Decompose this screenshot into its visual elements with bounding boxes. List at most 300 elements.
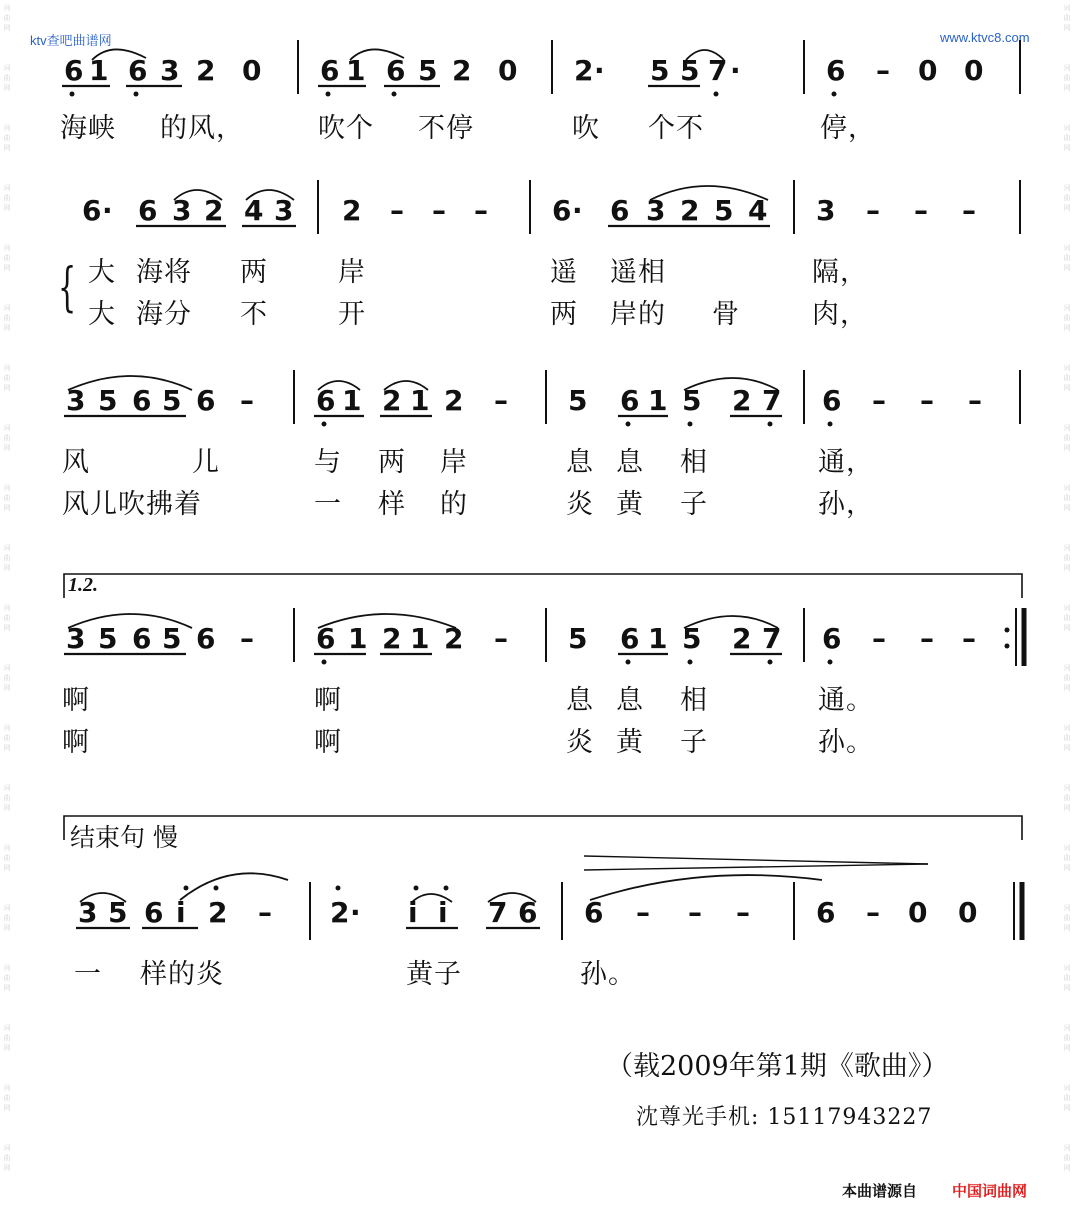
watermark-char: 网 bbox=[3, 204, 11, 212]
svg-text:5: 5 bbox=[162, 622, 182, 655]
watermark-char: 词 bbox=[1063, 544, 1071, 552]
watermark-char: 词 bbox=[3, 364, 11, 372]
watermark-char: 词 bbox=[3, 784, 11, 792]
watermark-char: 曲 bbox=[3, 794, 11, 802]
watermark-char: 词 bbox=[3, 244, 11, 252]
lyric-row-2b-w7: 骨 bbox=[712, 299, 740, 330]
svg-text:6: 6 bbox=[822, 622, 842, 655]
svg-text:·: · bbox=[350, 896, 361, 929]
watermark-char: 曲 bbox=[1063, 854, 1071, 862]
lyric-row-4a-w2: 啊 bbox=[314, 685, 342, 716]
svg-text:2: 2 bbox=[444, 384, 464, 417]
watermark-char: 词 bbox=[1063, 124, 1071, 132]
lyric-row-2a-w6: 遥相 bbox=[610, 257, 666, 288]
watermark-char: 曲 bbox=[3, 134, 11, 142]
svg-text:–: – bbox=[914, 194, 928, 227]
svg-text:2: 2 bbox=[382, 384, 402, 417]
watermark-char: 网 bbox=[1063, 1044, 1071, 1052]
svg-text:5: 5 bbox=[162, 384, 182, 417]
row-5-upper-dots bbox=[184, 886, 449, 891]
watermark-char: 网 bbox=[1063, 144, 1071, 152]
svg-text:6: 6 bbox=[816, 896, 836, 929]
svg-text:i: i bbox=[438, 896, 448, 929]
watermark-char: 曲 bbox=[1063, 1094, 1071, 1102]
lyric-row-3a-w4: 两 bbox=[378, 447, 406, 478]
watermark-char: 网 bbox=[3, 444, 11, 452]
ending-label: 结束句 慢 bbox=[70, 823, 178, 852]
watermark-char: 网 bbox=[3, 24, 11, 32]
watermark-char: 词 bbox=[1063, 664, 1071, 672]
watermark-char: 曲 bbox=[3, 14, 11, 22]
svg-text:2: 2 bbox=[208, 896, 228, 929]
svg-text:–: – bbox=[432, 194, 446, 227]
lyric-row-5-w1: 一 bbox=[74, 959, 102, 990]
lyric-row-3b-w2: 一 bbox=[314, 489, 342, 520]
watermark-char: 曲 bbox=[1063, 494, 1071, 502]
lyric-row-1-w1: 海峡 bbox=[60, 113, 116, 144]
watermark-char: 网 bbox=[3, 1164, 11, 1172]
lyric-row-3b-w7: 子 bbox=[680, 489, 708, 520]
watermark-char: 词 bbox=[1063, 244, 1071, 252]
watermark-char: 词 bbox=[3, 904, 11, 912]
svg-text:–: – bbox=[636, 896, 650, 929]
watermark-char: 曲 bbox=[1063, 134, 1071, 142]
svg-text:–: – bbox=[494, 384, 508, 417]
watermark-char: 曲 bbox=[1063, 974, 1071, 982]
lyric-row-2a-w5: 遥 bbox=[550, 257, 578, 288]
watermark-char: 曲 bbox=[3, 674, 11, 682]
lyric-row-3a-w1: 风 bbox=[62, 447, 90, 478]
svg-text:5: 5 bbox=[568, 622, 588, 655]
lyric-row-4b-w4: 黄 bbox=[616, 727, 644, 758]
svg-text:4: 4 bbox=[748, 194, 768, 227]
contact-info: 沈尊光手机: 15117943227 bbox=[636, 1105, 933, 1130]
score-row-4 bbox=[66, 622, 976, 655]
lyric-row-4a-w5: 相 bbox=[680, 685, 708, 716]
watermark-char: 曲 bbox=[3, 554, 11, 562]
lyric-row-2b-w4: 开 bbox=[338, 299, 366, 330]
watermark-char: 网 bbox=[3, 744, 11, 752]
watermark-char: 词 bbox=[1063, 364, 1071, 372]
note: 5 bbox=[650, 54, 670, 87]
watermark-char: 词 bbox=[3, 724, 11, 732]
watermark-char: 词 bbox=[3, 64, 11, 72]
svg-text:–: – bbox=[872, 622, 886, 655]
watermark-char: 曲 bbox=[3, 494, 11, 502]
watermark-char: 网 bbox=[1063, 1164, 1071, 1172]
watermark-char: 网 bbox=[1063, 444, 1071, 452]
lyric-row-2a-w7: 隔， bbox=[812, 257, 868, 288]
watermark-char: 曲 bbox=[1063, 14, 1071, 22]
note: 2 bbox=[196, 54, 216, 87]
svg-text:0: 0 bbox=[908, 896, 928, 929]
svg-text:·: · bbox=[572, 194, 583, 227]
watermark-char: 曲 bbox=[1063, 614, 1071, 622]
watermark-char: 词 bbox=[3, 304, 11, 312]
note: 1 bbox=[89, 54, 109, 87]
svg-text:2: 2 bbox=[444, 622, 464, 655]
note: 5 bbox=[418, 54, 438, 87]
svg-text:–: – bbox=[872, 384, 886, 417]
note: · bbox=[594, 54, 605, 87]
lyric-row-4a-w6: 通。 bbox=[818, 685, 874, 716]
note: – bbox=[876, 54, 890, 87]
svg-text:–: – bbox=[866, 194, 880, 227]
lyric-row-3a-w3: 与 bbox=[314, 447, 342, 478]
watermark-char: 曲 bbox=[1063, 194, 1071, 202]
svg-text:–: – bbox=[920, 384, 934, 417]
svg-text:7: 7 bbox=[762, 384, 782, 417]
svg-text:6: 6 bbox=[518, 896, 538, 929]
watermark-char: 网 bbox=[1063, 24, 1071, 32]
svg-text:1: 1 bbox=[410, 384, 430, 417]
svg-text:2: 2 bbox=[342, 194, 362, 227]
svg-text:6: 6 bbox=[316, 622, 336, 655]
watermark-char: 网 bbox=[1063, 504, 1071, 512]
watermark-char: 词 bbox=[1063, 904, 1071, 912]
watermark-char: 词 bbox=[1063, 1144, 1071, 1152]
svg-text:6: 6 bbox=[138, 194, 158, 227]
watermark-char: 网 bbox=[3, 1104, 11, 1112]
watermark-char: 网 bbox=[1063, 264, 1071, 272]
watermark-char: 网 bbox=[3, 624, 11, 632]
svg-text:i: i bbox=[408, 896, 418, 929]
lyric-row-2a-w4: 岸 bbox=[338, 257, 366, 288]
svg-text:4: 4 bbox=[244, 194, 264, 227]
svg-text:6: 6 bbox=[132, 622, 152, 655]
svg-text:6: 6 bbox=[316, 384, 336, 417]
score-row-1 bbox=[64, 54, 983, 87]
svg-text:0: 0 bbox=[958, 896, 978, 929]
svg-text:–: – bbox=[866, 896, 880, 929]
svg-text:6: 6 bbox=[822, 384, 842, 417]
volta-bracket bbox=[64, 574, 1022, 598]
svg-text:3: 3 bbox=[816, 194, 836, 227]
lyric-row-4b-w1: 啊 bbox=[62, 727, 90, 758]
watermark-char: 网 bbox=[3, 804, 11, 812]
svg-text:–: – bbox=[962, 194, 976, 227]
watermark-char: 网 bbox=[3, 684, 11, 692]
lyric-row-2b-w1: 大 bbox=[88, 299, 116, 330]
watermark-char: 词 bbox=[3, 1084, 11, 1092]
watermark-char: 网 bbox=[1063, 924, 1071, 932]
watermark-char: 网 bbox=[1063, 204, 1071, 212]
watermark-char: 词 bbox=[3, 484, 11, 492]
header-right-site: www.ktvc8.com bbox=[940, 30, 1030, 45]
watermark-char: 曲 bbox=[1063, 314, 1071, 322]
svg-text:6: 6 bbox=[620, 622, 640, 655]
lyric-row-3b-w6: 黄 bbox=[616, 489, 644, 520]
watermark-char: 词 bbox=[1063, 184, 1071, 192]
row-3-lower-dots bbox=[322, 422, 833, 427]
watermark-char: 词 bbox=[3, 1144, 11, 1152]
watermark-char: 网 bbox=[3, 564, 11, 572]
lyric-row-4a-w4: 息 bbox=[616, 685, 644, 716]
row-1-lower-dots bbox=[70, 92, 837, 97]
footer-prefix: 本曲谱源自 bbox=[842, 1182, 918, 1200]
watermark-char: 词 bbox=[1063, 304, 1071, 312]
watermark-char: 曲 bbox=[1063, 74, 1071, 82]
svg-text:i: i bbox=[176, 896, 186, 929]
watermark-char: 词 bbox=[3, 844, 11, 852]
note: 6 bbox=[386, 54, 406, 87]
note: 0 bbox=[918, 54, 938, 87]
svg-text:–: – bbox=[474, 194, 488, 227]
lyric-row-1-w3: 吹个 bbox=[318, 113, 374, 144]
watermark-char: 词 bbox=[3, 1024, 11, 1032]
row-1-slurs bbox=[92, 49, 724, 60]
svg-text:5: 5 bbox=[714, 194, 734, 227]
svg-text:–: – bbox=[736, 896, 750, 929]
watermark-char: 曲 bbox=[3, 734, 11, 742]
svg-text:6: 6 bbox=[620, 384, 640, 417]
watermark-char: 曲 bbox=[3, 614, 11, 622]
watermark-char: 词 bbox=[1063, 1024, 1071, 1032]
watermark-char: 词 bbox=[3, 424, 11, 432]
lyric-row-4a-w3: 息 bbox=[566, 685, 594, 716]
svg-text:3: 3 bbox=[172, 194, 192, 227]
note: 1 bbox=[346, 54, 366, 87]
watermark-char: 曲 bbox=[1063, 434, 1071, 442]
svg-text:–: – bbox=[494, 622, 508, 655]
watermark-char: 网 bbox=[3, 384, 11, 392]
watermark-char: 网 bbox=[1063, 864, 1071, 872]
note: 6 bbox=[826, 54, 846, 87]
lyric-row-3b-w5: 炎 bbox=[566, 489, 594, 520]
svg-text:2: 2 bbox=[732, 622, 752, 655]
watermark-char: 词 bbox=[3, 124, 11, 132]
score-row-5 bbox=[78, 896, 977, 929]
lyric-row-3a-w8: 相 bbox=[680, 447, 708, 478]
watermark-char: 曲 bbox=[1063, 374, 1071, 382]
watermark-char: 网 bbox=[3, 144, 11, 152]
svg-text:5: 5 bbox=[568, 384, 588, 417]
watermark-char: 曲 bbox=[1063, 1034, 1071, 1042]
svg-text:–: – bbox=[240, 384, 254, 417]
svg-text:6: 6 bbox=[552, 194, 572, 227]
watermark-char: 词 bbox=[1063, 64, 1071, 72]
svg-text:6: 6 bbox=[196, 384, 216, 417]
svg-text:2: 2 bbox=[680, 194, 700, 227]
watermark-char: 网 bbox=[3, 984, 11, 992]
watermark-char: 网 bbox=[3, 264, 11, 272]
svg-text:–: – bbox=[258, 896, 272, 929]
watermark-char: 网 bbox=[1063, 564, 1071, 572]
watermark-char: 曲 bbox=[3, 314, 11, 322]
lyric-row-5-w3: 黄子 bbox=[406, 959, 462, 990]
svg-text:6: 6 bbox=[82, 194, 102, 227]
lyric-row-2b-w2: 海分 bbox=[136, 299, 192, 330]
lyric-row-4b-w6: 孙。 bbox=[818, 727, 874, 758]
watermark-char: 网 bbox=[3, 504, 11, 512]
watermark-char: 曲 bbox=[3, 254, 11, 262]
lyric-row-2b-w3: 不 bbox=[240, 299, 268, 330]
svg-text:–: – bbox=[688, 896, 702, 929]
note: 2 bbox=[574, 54, 594, 87]
svg-text:–: – bbox=[240, 622, 254, 655]
watermark-char: 曲 bbox=[3, 434, 11, 442]
svg-text:1: 1 bbox=[648, 384, 668, 417]
watermark-char: 曲 bbox=[3, 1094, 11, 1102]
note: 3 bbox=[160, 54, 180, 87]
score-row-3 bbox=[66, 384, 982, 417]
watermark-char: 词 bbox=[1063, 1084, 1071, 1092]
lyric-row-3b-w4: 的 bbox=[440, 489, 468, 520]
watermark-char: 词 bbox=[1063, 844, 1071, 852]
note: 6 bbox=[64, 54, 84, 87]
lyric-row-2a-w3: 两 bbox=[240, 257, 268, 288]
lyric-row-4b-w3: 炎 bbox=[566, 727, 594, 758]
svg-text:5: 5 bbox=[108, 896, 128, 929]
lyric-row-1-w4: 不停 bbox=[418, 113, 474, 144]
lyric-row-3a-w9: 通， bbox=[818, 447, 874, 478]
ending-bracket bbox=[64, 816, 1022, 840]
repeat-dots bbox=[1005, 628, 1010, 649]
lyric-row-5-w4: 孙。 bbox=[580, 959, 636, 990]
watermark-char: 曲 bbox=[3, 854, 11, 862]
lyric-row-2b-w6: 岸的 bbox=[610, 299, 666, 330]
svg-text:2: 2 bbox=[330, 896, 350, 929]
lyric-row-4b-w5: 子 bbox=[680, 727, 708, 758]
watermark-char: 词 bbox=[1063, 964, 1071, 972]
watermark-char: 曲 bbox=[1063, 1154, 1071, 1162]
lyric-row-2b-w5: 两 bbox=[550, 299, 578, 330]
svg-text:6: 6 bbox=[610, 194, 630, 227]
svg-text:5: 5 bbox=[682, 384, 702, 417]
lyric-row-3a-w7: 息 bbox=[616, 447, 644, 478]
lyric-row-3a-w5: 岸 bbox=[440, 447, 468, 478]
note: 0 bbox=[498, 54, 518, 87]
watermark-char: 网 bbox=[3, 1044, 11, 1052]
verse-brace: { bbox=[58, 258, 77, 318]
watermark-char: 词 bbox=[1063, 724, 1071, 732]
lyric-row-4b-w2: 啊 bbox=[314, 727, 342, 758]
svg-text:–: – bbox=[390, 194, 404, 227]
watermark-char: 词 bbox=[3, 184, 11, 192]
watermark-char: 网 bbox=[1063, 684, 1071, 692]
watermark-char: 网 bbox=[3, 924, 11, 932]
svg-text:·: · bbox=[102, 194, 113, 227]
watermark-char: 网 bbox=[3, 324, 11, 332]
note: 0 bbox=[964, 54, 984, 87]
watermark-char: 网 bbox=[1063, 384, 1071, 392]
lyric-row-2a-w1: 大 bbox=[88, 257, 116, 288]
svg-text:5: 5 bbox=[98, 622, 118, 655]
svg-text:2: 2 bbox=[732, 384, 752, 417]
watermark-char: 曲 bbox=[1063, 674, 1071, 682]
svg-text:1: 1 bbox=[348, 622, 368, 655]
svg-text:6: 6 bbox=[144, 896, 164, 929]
watermark-char: 曲 bbox=[3, 914, 11, 922]
svg-text:3: 3 bbox=[66, 622, 86, 655]
svg-text:1: 1 bbox=[410, 622, 430, 655]
lyric-row-3b-w8: 孙， bbox=[818, 489, 874, 520]
watermark-char: 词 bbox=[1063, 424, 1071, 432]
watermark-char: 词 bbox=[3, 604, 11, 612]
svg-text:3: 3 bbox=[274, 194, 294, 227]
watermark-char: 网 bbox=[1063, 744, 1071, 752]
svg-text:3: 3 bbox=[646, 194, 666, 227]
watermark-char: 网 bbox=[3, 864, 11, 872]
svg-text:5: 5 bbox=[98, 384, 118, 417]
watermark-char: 网 bbox=[1063, 624, 1071, 632]
note: 0 bbox=[242, 54, 262, 87]
lyric-row-2a-w2: 海将 bbox=[136, 257, 192, 288]
svg-text:–: – bbox=[962, 622, 976, 655]
watermark-char: 网 bbox=[1063, 324, 1071, 332]
note: · bbox=[730, 54, 741, 87]
volta-label: 1.2. bbox=[68, 574, 98, 596]
row-5-slurs bbox=[80, 873, 822, 902]
lyric-row-2b-w8: 肉， bbox=[812, 299, 868, 330]
svg-text:–: – bbox=[968, 384, 982, 417]
svg-text:2: 2 bbox=[204, 194, 224, 227]
lyric-row-4a-w1: 啊 bbox=[62, 685, 90, 716]
watermark-char: 网 bbox=[3, 84, 11, 92]
note: 2 bbox=[452, 54, 472, 87]
watermark-char: 词 bbox=[1063, 484, 1071, 492]
svg-text:3: 3 bbox=[66, 384, 86, 417]
svg-text:1: 1 bbox=[342, 384, 362, 417]
svg-text:7: 7 bbox=[762, 622, 782, 655]
svg-text:7: 7 bbox=[488, 896, 508, 929]
watermark-char: 曲 bbox=[3, 194, 11, 202]
lyric-row-1-w6: 个不 bbox=[648, 113, 704, 144]
source-note: （载2009年第1期《歌曲》） bbox=[606, 1051, 949, 1082]
lyric-row-3b-w1: 风儿吹拂着 bbox=[62, 489, 202, 520]
watermark-char: 词 bbox=[3, 544, 11, 552]
svg-text:6: 6 bbox=[132, 384, 152, 417]
watermark-char: 网 bbox=[1063, 1104, 1071, 1112]
watermark-char: 曲 bbox=[1063, 914, 1071, 922]
watermark-char: 词 bbox=[3, 664, 11, 672]
lyric-row-3a-w2: 儿 bbox=[192, 447, 220, 478]
lyric-row-1-w5: 吹 bbox=[572, 113, 600, 144]
watermark-char: 曲 bbox=[3, 374, 11, 382]
watermark-char: 词 bbox=[3, 4, 11, 12]
note: 6 bbox=[128, 54, 148, 87]
watermark-char: 网 bbox=[1063, 984, 1071, 992]
diminuendo-hairpin bbox=[584, 856, 928, 870]
svg-text:6: 6 bbox=[196, 622, 216, 655]
lyric-row-5-w2: 样的炎 bbox=[140, 959, 224, 990]
lyric-row-1-w2: 的风， bbox=[160, 113, 244, 144]
svg-text:3: 3 bbox=[78, 896, 98, 929]
watermark-char: 词 bbox=[3, 964, 11, 972]
watermark-char: 曲 bbox=[3, 1154, 11, 1162]
watermark-char: 曲 bbox=[1063, 734, 1071, 742]
watermark-char: 词 bbox=[1063, 4, 1071, 12]
svg-text:–: – bbox=[920, 622, 934, 655]
watermark-char: 曲 bbox=[3, 1034, 11, 1042]
watermark-char: 曲 bbox=[1063, 254, 1071, 262]
watermark-char: 曲 bbox=[3, 974, 11, 982]
footer-site-link[interactable]: 中国词曲网 bbox=[952, 1182, 1028, 1200]
lyric-row-3a-w6: 息 bbox=[566, 447, 594, 478]
svg-text:6: 6 bbox=[584, 896, 604, 929]
watermark-char: 曲 bbox=[1063, 794, 1071, 802]
watermark-char: 曲 bbox=[3, 74, 11, 82]
svg-text:1: 1 bbox=[648, 622, 668, 655]
row-4-lower-dots bbox=[322, 660, 833, 665]
watermark-char: 曲 bbox=[1063, 554, 1071, 562]
svg-text:2: 2 bbox=[382, 622, 402, 655]
svg-text:5: 5 bbox=[682, 622, 702, 655]
watermark-char: 词 bbox=[1063, 604, 1071, 612]
watermark-char: 网 bbox=[1063, 804, 1071, 812]
lyric-row-1-w7: 停， bbox=[820, 113, 876, 144]
header-left-site: ktv查吧曲谱网 bbox=[30, 33, 112, 48]
